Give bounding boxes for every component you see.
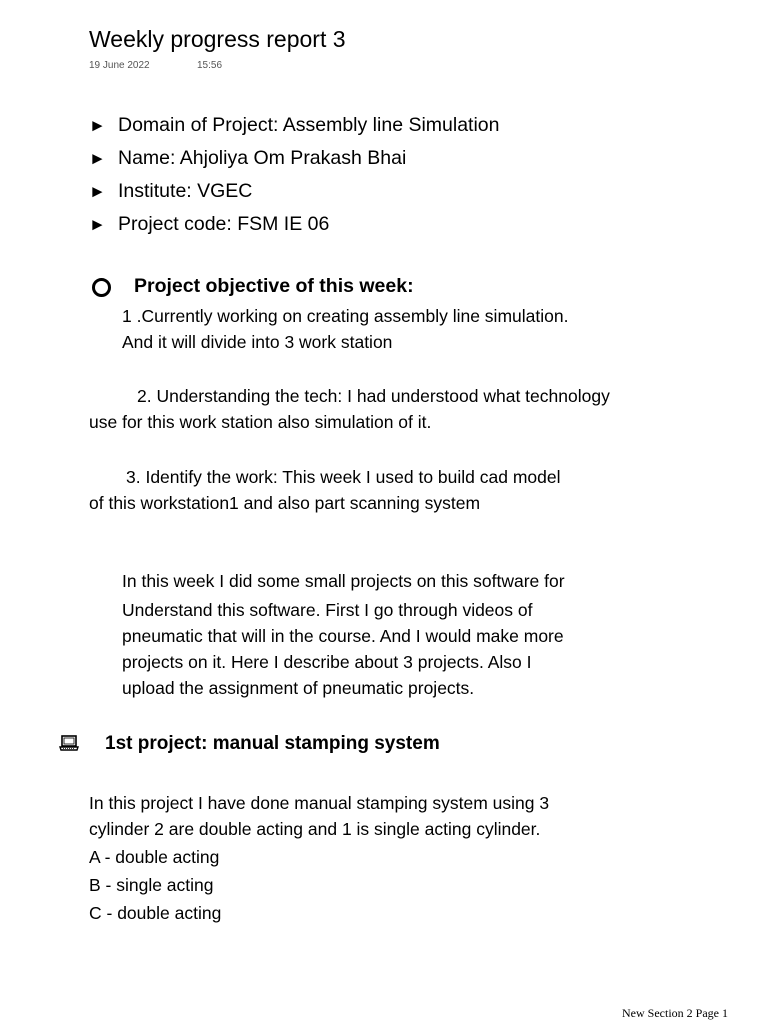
triangle-bullet-icon: ►	[89, 149, 106, 168]
objective-item-3-line-2: of this workstation1 and also part scanning system	[89, 493, 481, 513]
note-date: 19 June 2022	[89, 60, 150, 71]
objective-item-2-line-1: 2. Understanding the tech: I had understood what technology	[137, 386, 610, 406]
detail-text: Name: Ahjoliya Om Prakash Bhai	[118, 147, 407, 169]
intro-line: pneumatic that will in the course. And I would make more	[122, 626, 564, 646]
detail-text: Institute: VGEC	[118, 180, 253, 202]
objective-item-2-line-2: use for this work station also simulation of it.	[89, 412, 432, 432]
detail-institute	[89, 178, 252, 205]
laptop-icon	[59, 733, 79, 753]
objective-item-3-line-1: 3. Identify the work: This week I used to build cad model	[126, 467, 561, 487]
circle-bullet-icon	[92, 278, 111, 297]
objective-heading: Project objective of this week:	[134, 275, 414, 297]
detail-name	[89, 145, 406, 172]
detail-domain	[89, 112, 500, 139]
intro-line: Understand this software. First I go through videos of	[122, 600, 533, 620]
detail-text: Project code: FSM IE 06	[118, 213, 330, 235]
cylinder-b: B - single acting	[89, 875, 214, 895]
detail-project-code	[89, 211, 329, 238]
detail-text: Domain of Project: Assembly line Simulation	[118, 114, 500, 136]
intro-line: In this week I did some small projects on this software for	[122, 571, 565, 591]
triangle-bullet-icon: ►	[89, 215, 106, 234]
objective-item-1-line-2: And it will divide into 3 work station	[122, 332, 393, 352]
note-time: 15:56	[197, 60, 223, 71]
page-title[interactable]: Weekly progress report 3	[89, 26, 346, 52]
project-1-desc-line-2: cylinder 2 are double acting and 1 is single acting cylinder.	[89, 819, 541, 839]
triangle-bullet-icon: ►	[89, 182, 106, 201]
cylinder-c: C - double acting	[89, 903, 222, 923]
page-footer: New Section 2 Page 1	[622, 1006, 728, 1020]
intro-line: upload the assignment of pneumatic projects.	[122, 678, 475, 698]
triangle-bullet-icon: ►	[89, 116, 106, 135]
cylinder-a: A - double acting	[89, 847, 220, 867]
project-1-heading: 1st project: manual stamping system	[105, 733, 440, 754]
objective-item-1-line-1: 1 .Currently working on creating assembly line simulation.	[122, 306, 569, 326]
intro-line: projects on it. Here I describe about 3 projects. Also I	[122, 652, 532, 672]
project-1-desc-line-1: In this project I have done manual stamping system using 3	[89, 793, 550, 813]
